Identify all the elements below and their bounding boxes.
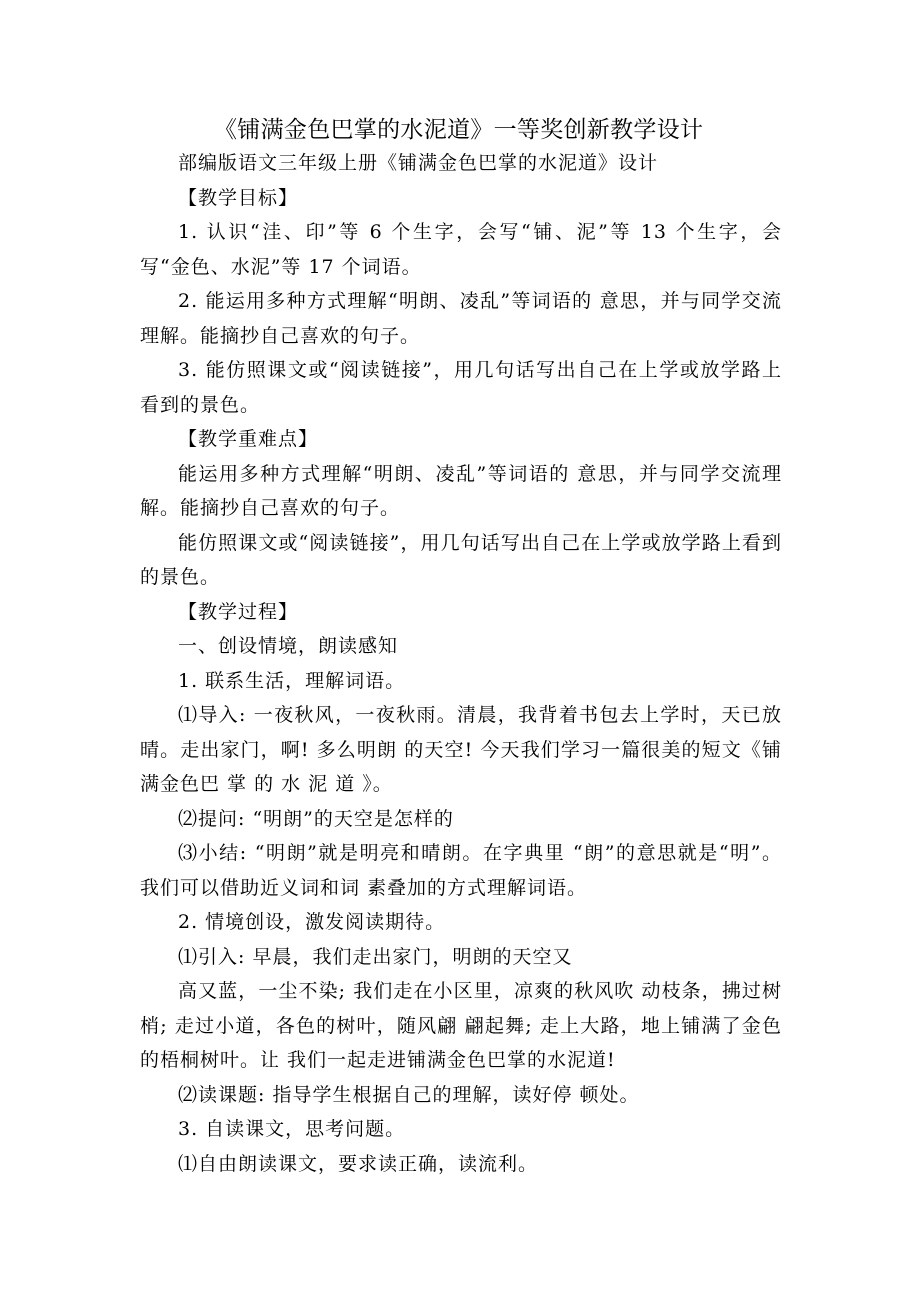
objective-item-1: 1. 认识“洼、印”等 6 个生字，会写“铺、泥”等 13 个生字，会写“金色、水泥”等 17 个词语。	[140, 221, 782, 278]
key-point-paragraph-2: 能仿照课文或“阅读链接”，用几句话写出自己在上学或放学路上看到的景色。	[140, 531, 782, 588]
process-paragraph-read-title: ⑵读课题: 指导学生根据自己的理解，读好停 顿处。	[178, 1083, 640, 1106]
document-title: 《铺满金色巴掌的水泥道》一等奖创新教学设计	[214, 117, 704, 143]
section-heading-process: 【教学过程】	[178, 600, 299, 623]
key-point-paragraph-1: 能运用多种方式理解“明朗、凌乱”等词语的 意思，并与同学交流理解。能摘抄自己喜欢的句子。	[140, 462, 782, 519]
process-part-heading: 一、创设情境，朗读感知	[178, 635, 399, 657]
objective-item-2: 2. 能运用多种方式理解“明朗、凌乱”等词语的 意思，并与同学交流理解。能摘抄自己喜欢的句子。	[140, 290, 782, 347]
document-body	[140, 146, 782, 1181]
process-paragraph-lead-in: ⑴引入: 早晨，我们走出家门，明朗的天空又	[178, 945, 573, 968]
process-step-2: 2. 情境创设，激发阅读期待。	[178, 911, 446, 933]
process-paragraph-scene: 高又蓝，一尘不染; 我们走在小区里，凉爽的秋风吹 动枝条，拂过树梢; 走过小道，各色的树叶，随风翩 翩起舞; 走上大路，地上铺满了金色的梧桐树叶。让 我们一起走进铺满金色巴掌的水泥道!	[140, 980, 782, 1071]
objective-item-3: 3. 能仿照课文或“阅读链接”，用几句话写出自己在上学或放学路上看到的景色。	[140, 359, 782, 416]
section-heading-key-points: 【教学重难点】	[178, 428, 319, 450]
process-step-1: 1. 联系生活，理解词语。	[178, 669, 406, 692]
process-paragraph-summary: ⑶小结: “明朗”就是明亮和晴朗。在字典里 “朗”的意思就是“明”。我们可以借助近义词和词 素叠加的方式理解词语。	[140, 842, 782, 899]
process-paragraph-intro: ⑴导入: 一夜秋风，一夜秋雨。清晨，我背着书包去上学时，天已放晴。走出家门，啊! 多么明朗 的天空! 今天我们学习一篇很美的短文《铺满金色巴 掌 的 水 泥 道 》。	[140, 704, 782, 795]
subtitle-line: 部编版语文三年级上册《铺满金色巴掌的水泥道》设计	[178, 152, 659, 174]
process-paragraph-free-reading: ⑴自由朗读课文，要求读正确，读流利。	[178, 1152, 539, 1175]
section-heading-objectives: 【教学目标】	[178, 186, 299, 209]
process-paragraph-question: ⑵提问: “明朗”的天空是怎样的	[178, 807, 454, 830]
process-step-3: 3. 自读课文，思考问题。	[178, 1118, 406, 1140]
